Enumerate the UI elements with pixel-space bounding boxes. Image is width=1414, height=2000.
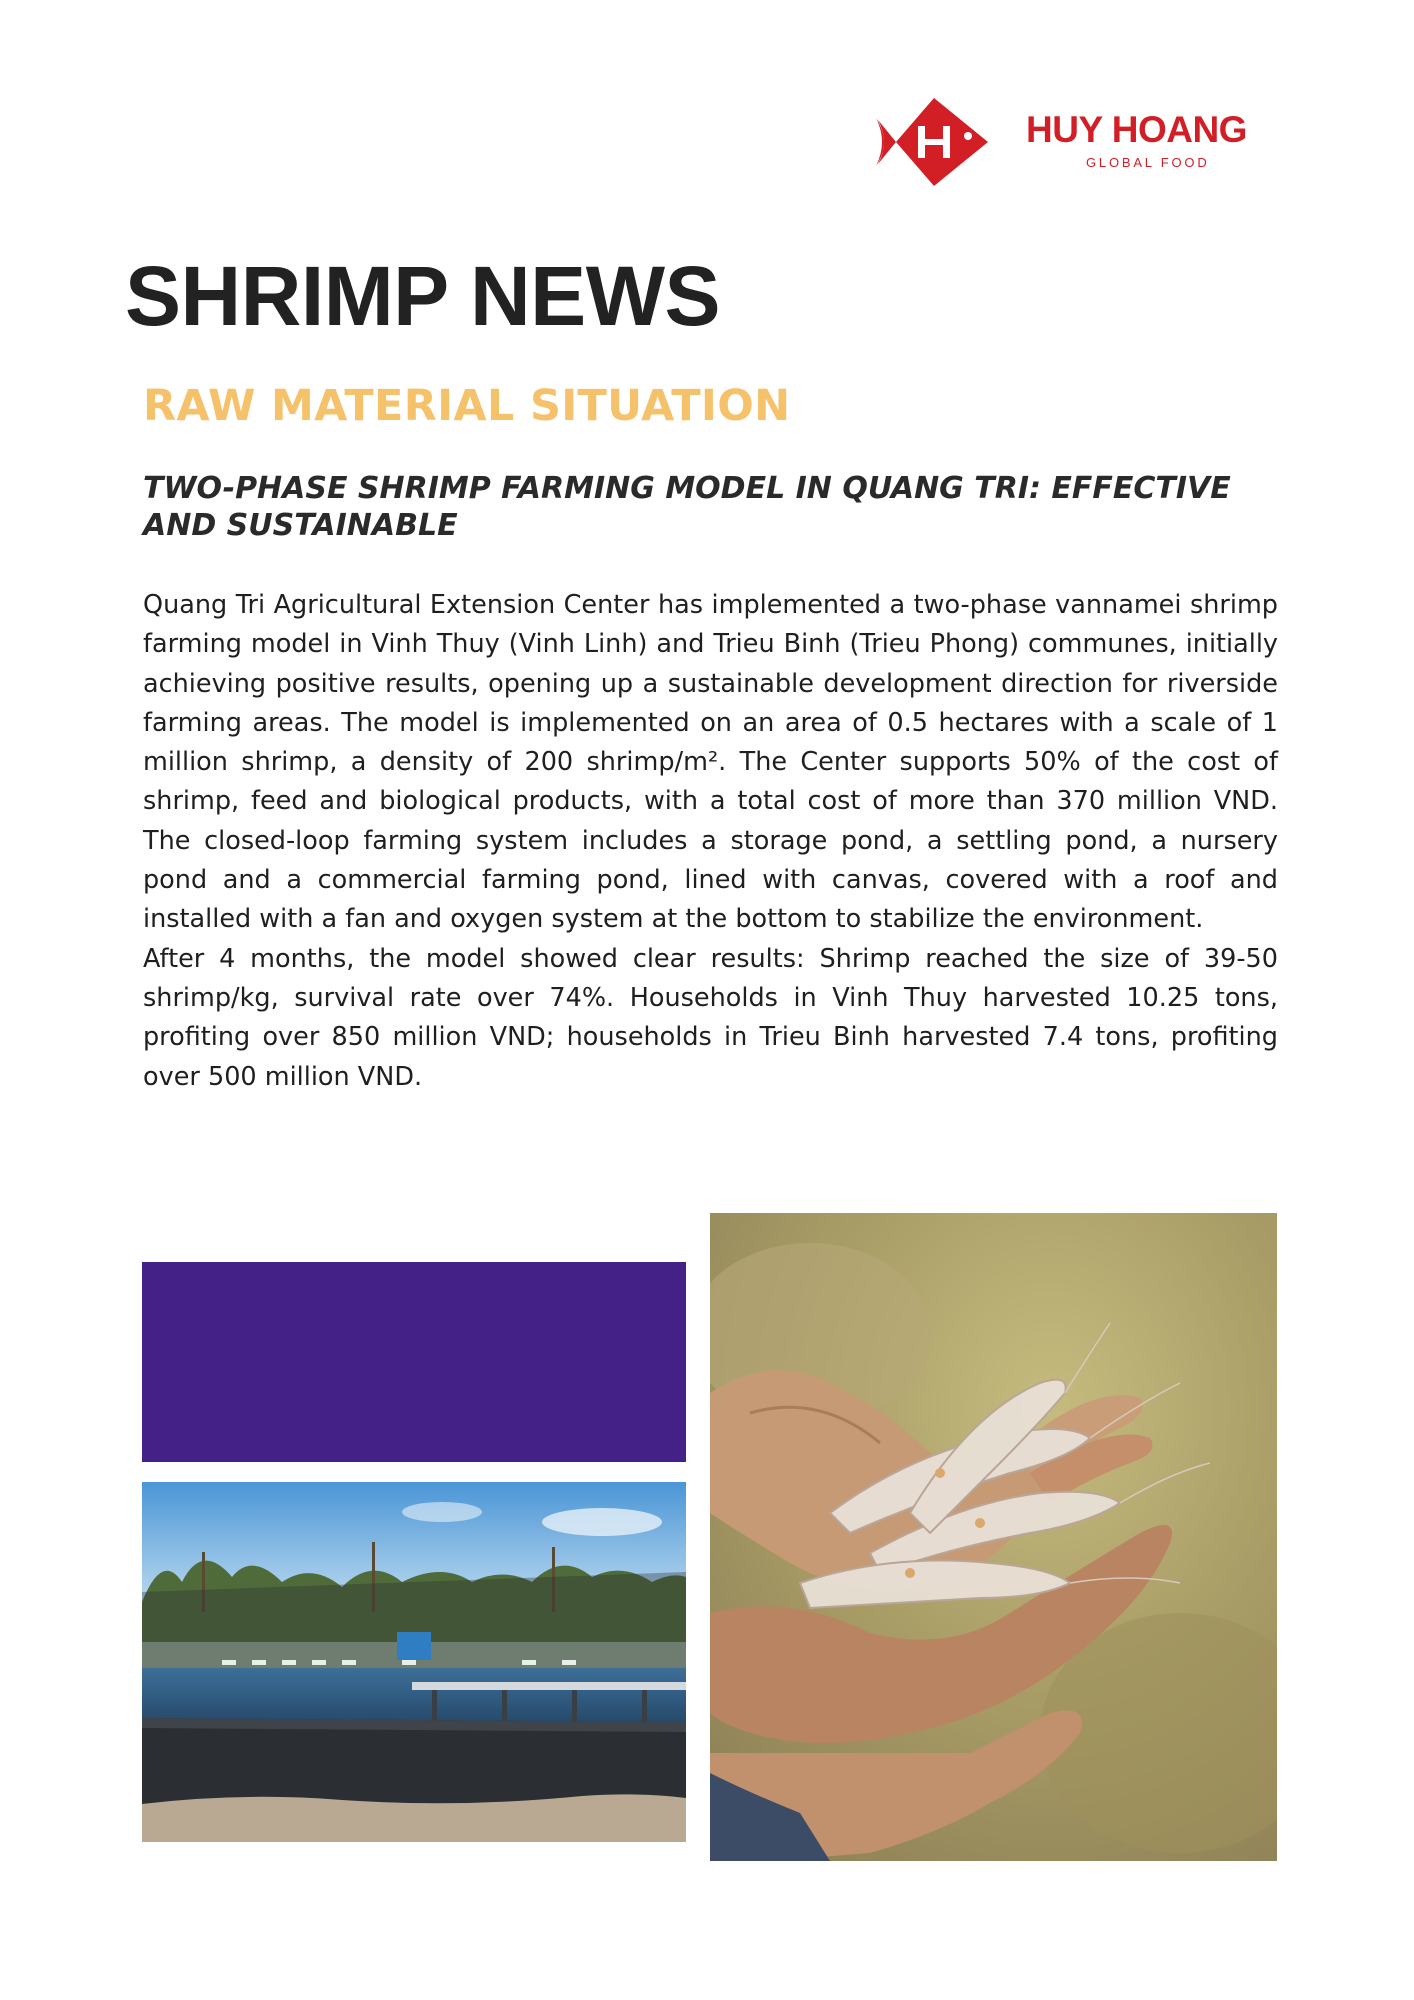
brand-logo (874, 96, 1284, 188)
article-headline: TWO-PHASE SHRIMP FARMING MODEL IN QUANG TRI: EFFECTIVE AND SUSTAINABLE (143, 471, 1231, 543)
purple-decor-block (142, 1262, 686, 1462)
shrimp-in-hands-photo-icon (710, 1213, 1277, 1861)
shrimp-pond-photo (142, 1482, 686, 1842)
brand-name: HUY HOANG (1026, 109, 1247, 150)
article-paragraph-2: After 4 months, the model showed clear results: Shrimp reached the size of 39-50 shrimp/kg, survival rate over 74%. Households in Vinh Thuy harvested 10.25 tons, profiting over 850 million VND; households in Trieu Binh harvested 7.4 tons, profiting over 500 million VND. (143, 943, 1278, 1092)
brand-tagline: GLOBAL FOOD (1086, 155, 1210, 170)
page-title: SHRIMP NEWS (125, 249, 721, 343)
article-paragraph-1: Quang Tri Agricultural Extension Center has implemented a two-phase vannamei shrimp farming model in Vinh Thuy (Vinh Linh) and Trieu Binh (Trieu Phong) communes, initially achieving positive results, opening up a sustainable development direction for riverside farming areas. The model is implemented on an area of 0.5 hectares with a scale of 1 million shrimp, a density of 200 shrimp/m². The Center supports 50% of the cost of shrimp, feed and biological products, with a total cost of more than 370 million VND. The closed-loop farming system includes a storage pond, a settling pond, a nursery pond and a commercial farming pond, lined with canvas, covered with a roof and installed with a fan and oxygen system at the bottom to stabilize the environment. (143, 590, 1278, 935)
shrimp-pond-photo-icon (142, 1482, 686, 1842)
shrimp-in-hands-photo (710, 1213, 1277, 1861)
article-body (143, 586, 1278, 1097)
fish-logo-icon (874, 96, 994, 188)
section-heading: RAW MATERIAL SITUATION (143, 381, 791, 431)
